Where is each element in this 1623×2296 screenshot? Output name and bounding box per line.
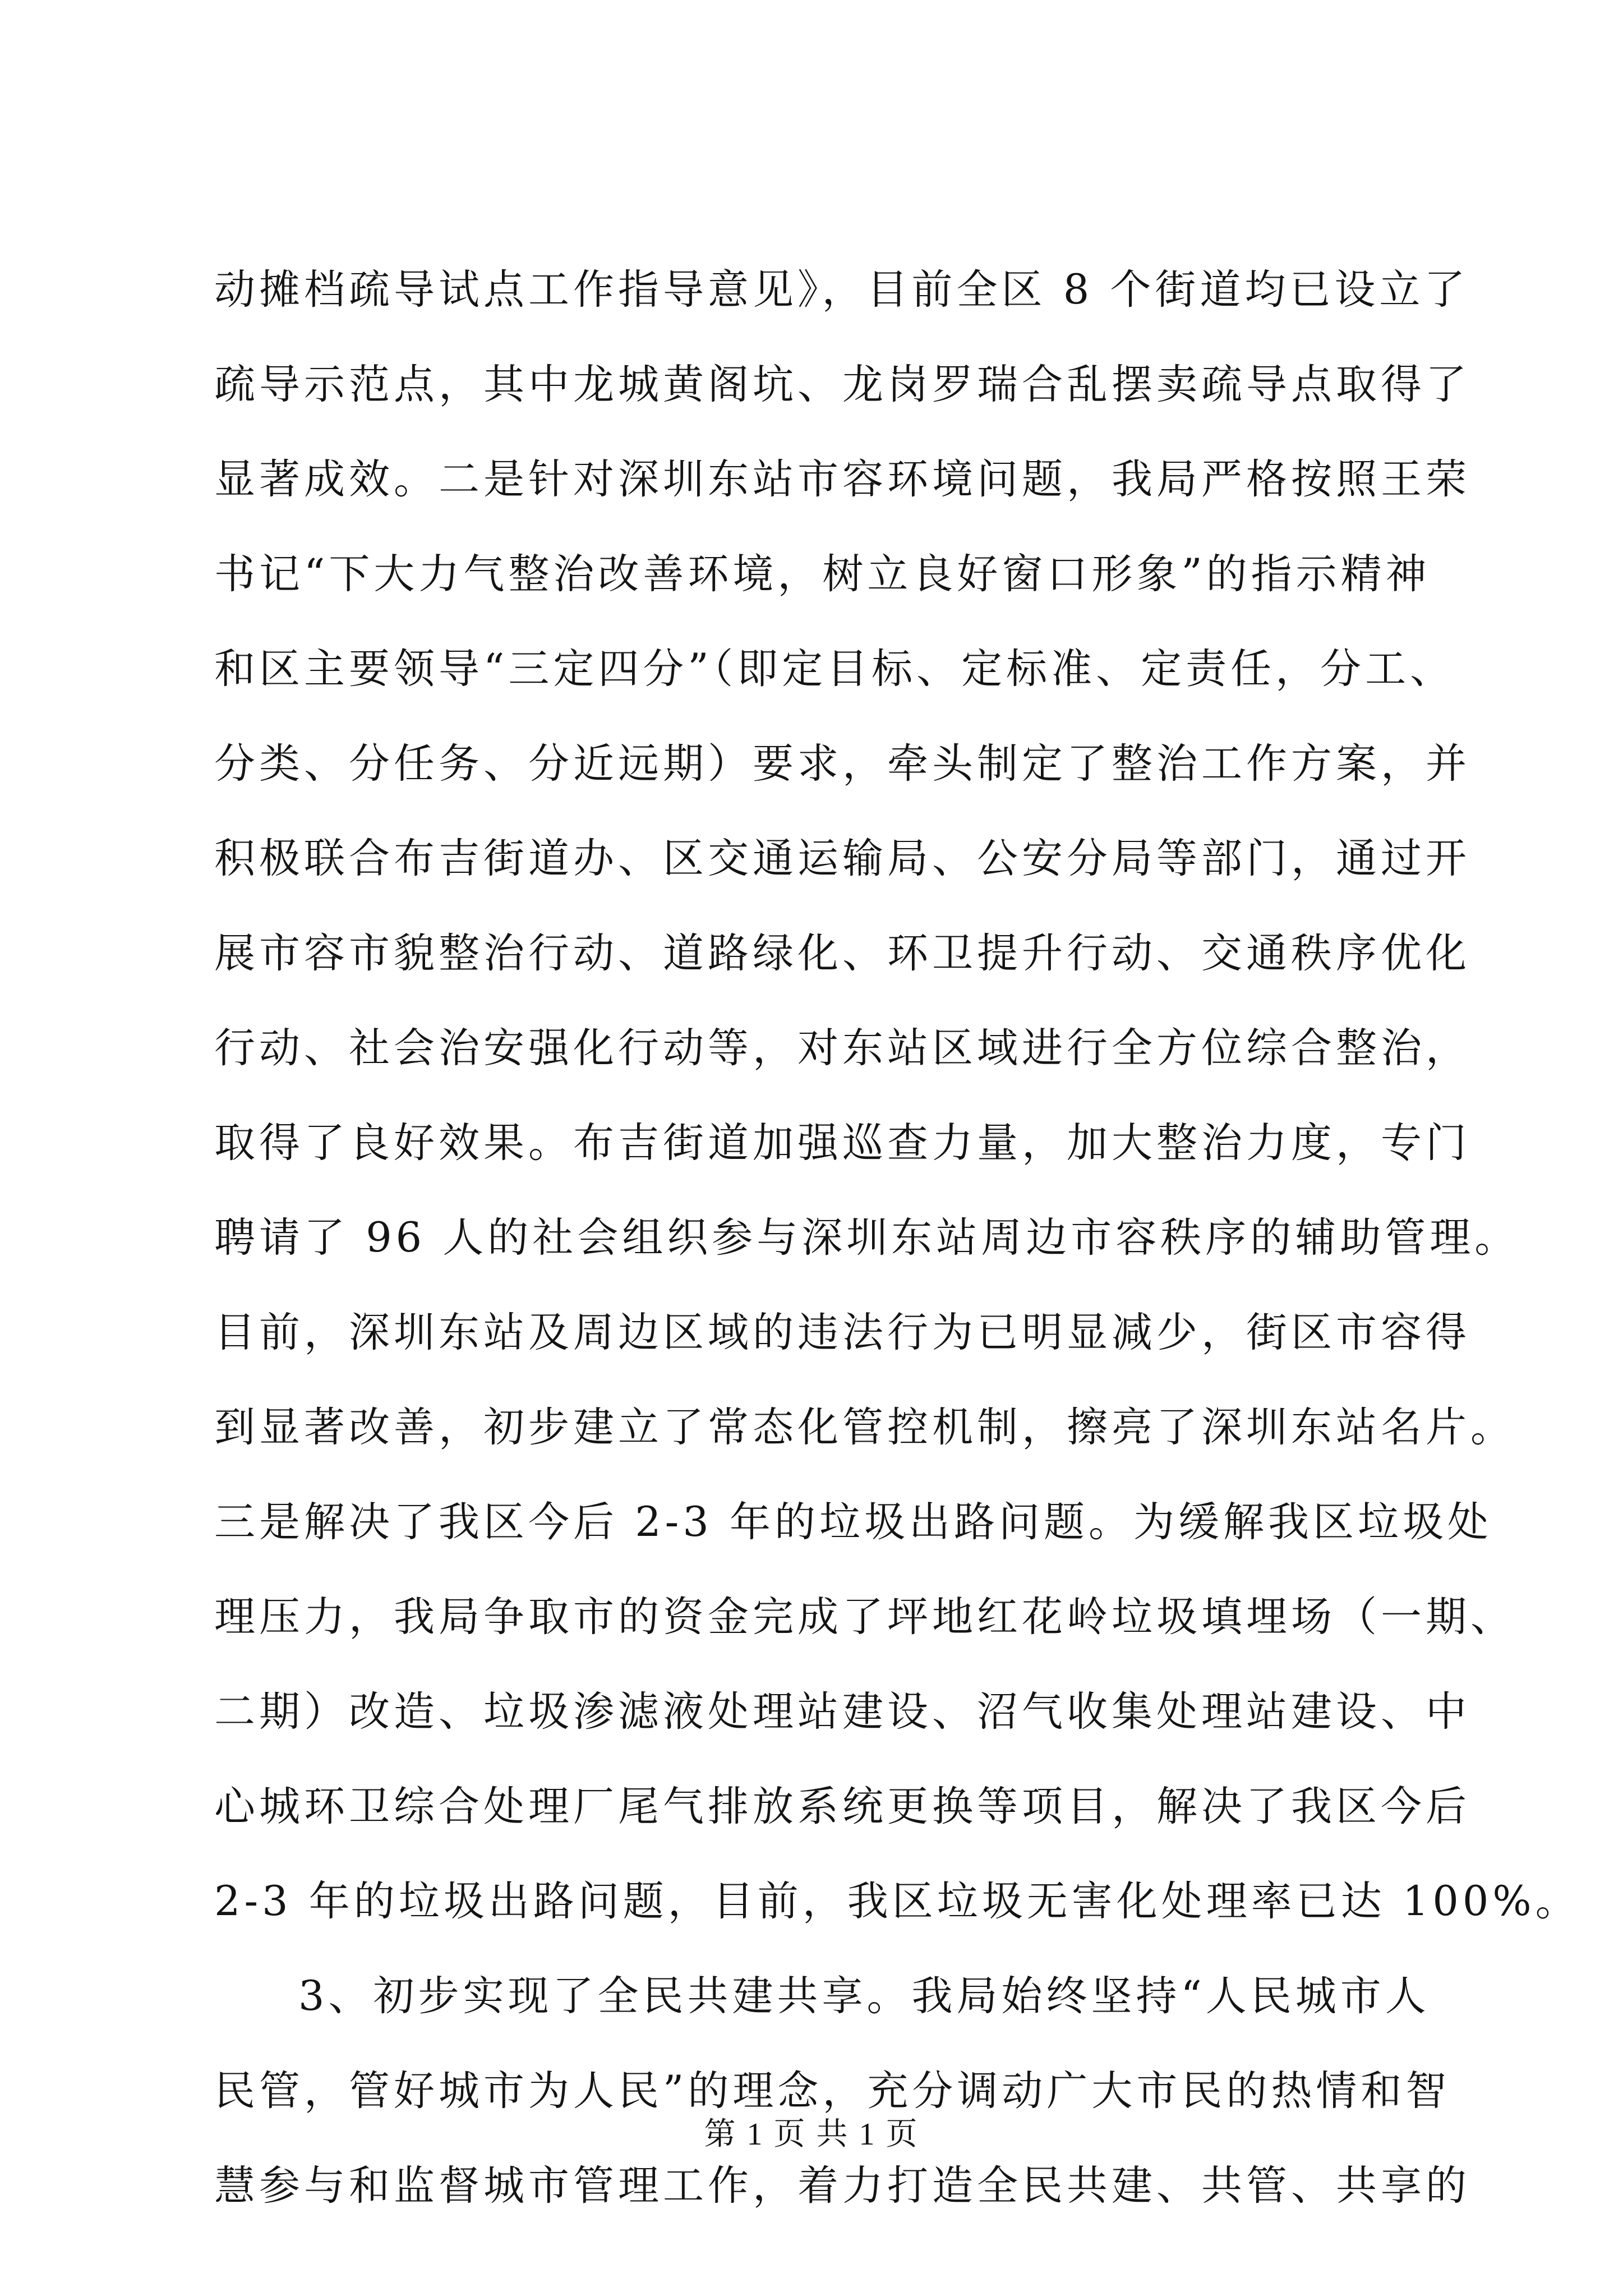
text-line: 慧参与和监督城市管理工作，着力打造全民共建、共管、共享的	[214, 2162, 1470, 2210]
text-line: 动摊档疏导试点工作指导意见》，目前全区 8 个街道均已设立了	[214, 266, 1469, 314]
text-line: 疏导示范点，其中龙城黄阁坑、龙岗罗瑞合乱摆卖疏导点取得了	[214, 361, 1470, 408]
text-line: 展市容市貌整治行动、道路绿化、环卫提升行动、交通秩序优化	[214, 930, 1470, 977]
text-line: 民管，管好城市为人民”的理念，充分调动广大市民的热情和智	[214, 2067, 1451, 2115]
text-line: 理压力，我局争取市的资金完成了坪地红花岭垃圾填埋场（一期、	[214, 1593, 1515, 1641]
page-footer: 第 1 页 共 1 页	[704, 2117, 919, 2152]
text-line: 分类、分任务、分近远期）要求，牵头制定了整治工作方案，并	[214, 740, 1470, 788]
text-line: 显著成效。二是针对深圳东站市容环境问题，我局严格按照王荣	[214, 455, 1470, 503]
text-line: 目前，深圳东站及周边区域的违法行为已明显减少，街区市容得	[214, 1309, 1470, 1356]
text-line: 三是解决了我区今后 2-3 年的垃圾出路问题。为缓解我区垃圾处	[214, 1498, 1492, 1546]
text-line: 到显著改善，初步建立了常态化管控机制，擦亮了深圳东站名片。	[214, 1404, 1515, 1451]
text-line: 2-3 年的垃圾出路问题，目前，我区垃圾无害化处理率已达 100%。	[214, 1878, 1580, 1925]
text-line: 和区主要领导“三定四分”（即定目标、定标准、定责任，分工、	[214, 645, 1455, 693]
text-line: 积极联合布吉街道办、区交通运输局、公安分局等部门，通过开	[214, 835, 1470, 882]
text-line: 行动、社会治安强化行动等，对东站区域进行全方位综合整治，	[214, 1024, 1470, 1072]
text-line: 聘请了 96 人的社会组织参与深圳东站周边市容秩序的辅助管理。	[214, 1214, 1520, 1262]
text-line: 心城环卫综合处理厂尾气排放系统更换等项目，解决了我区今后	[214, 1783, 1470, 1830]
paragraph-start-line: 3、初步实现了全民共建共享。我局始终坚持“人民城市人	[298, 1972, 1430, 2020]
document-body	[214, 266, 1580, 2260]
text-line: 二期）改造、垃圾渗滤液处理站建设、沼气收集处理站建设、中	[214, 1688, 1470, 1736]
text-line: 取得了良好效果。布吉街道加强巡查力量，加大整治力度，专门	[214, 1119, 1470, 1167]
text-line: 书记“下大力气整治改善环境，树立良好窗口形象”的指示精神	[214, 550, 1431, 598]
